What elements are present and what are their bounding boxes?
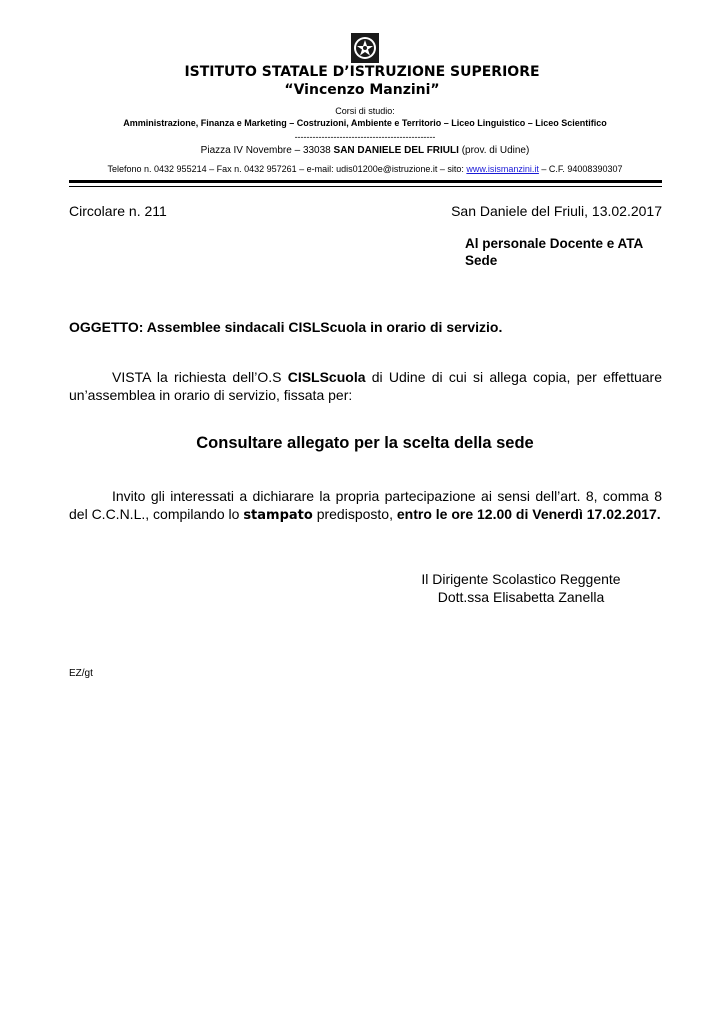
deadline: entro le ore 12.00 di Venerdì 17.02.2017.	[396, 506, 661, 522]
place-date: San Daniele del Friuli, 13.02.2017	[451, 203, 662, 219]
highlight-notice: Consultare allegato per la scelta della sede	[196, 434, 534, 452]
courses-list: Amministrazione, Finanza e Marketing – Costruzioni, Ambiente e Territorio – Liceo Linguistico – Liceo Scientifico	[123, 118, 607, 128]
recipients-line1: Al personale Docente e ATA	[465, 236, 644, 251]
form-word: stampato	[243, 508, 313, 523]
signature-name: Dott.ssa Elisabetta Zanella	[437, 589, 605, 605]
institute-title: ISTITUTO STATALE D’ISTRUZIONE SUPERIORE	[184, 64, 540, 80]
courses-label: Corsi di studio:	[335, 106, 395, 116]
signature-role: Il Dirigente Scolastico Reggente	[421, 571, 621, 587]
subject-line: OGGETTO: Assemblee sindacali CISLScuola in orario di servizio.	[69, 319, 503, 335]
header-divider-thin	[69, 186, 662, 187]
union-name: CISLScuola	[287, 369, 366, 385]
para2-text-a: Invito gli interessati a dichiarare la propria partecipazione ai sensi dell’art. 8, comma 8 del C.C.N.L., compilando lo	[69, 488, 662, 522]
recipients-line2: Sede	[465, 253, 498, 268]
para1-text-a: VISTA la richiesta dell’O.S	[112, 369, 288, 385]
contacts	[0, 164, 724, 174]
republic-emblem-icon	[350, 32, 380, 64]
header-divider-thick	[69, 180, 662, 183]
institute-name: “Vincenzo Manzini”	[284, 82, 440, 98]
para1-text-b: di Udine di cui si allega copia, per effettuare un’assemblea in orario di servizio, fissata per:	[69, 369, 662, 403]
contacts-prefix: Telefono n. 0432 955214 – Fax n. 0432 957261 – e-mail: udis01200e@istruzione.it – sito:	[107, 164, 467, 174]
paragraph-invitation	[69, 487, 662, 525]
address-city: SAN DANIELE DEL FRIULI	[333, 145, 459, 156]
separator: -----------------------------------------------	[294, 132, 436, 142]
signature-block	[400, 570, 642, 606]
address	[0, 145, 724, 156]
recipients	[465, 235, 643, 269]
contacts-suffix: – C.F. 94008390307	[538, 164, 623, 174]
circular-number: Circolare n. 211	[69, 203, 167, 219]
website-link[interactable]: www.isismanzini.it	[466, 164, 539, 174]
para2-text-b: predisposto,	[312, 506, 397, 522]
paragraph-request	[69, 368, 662, 404]
address-suffix: (prov. di Udine)	[458, 145, 530, 156]
initials: EZ/gt	[69, 668, 93, 679]
address-prefix: Piazza IV Novembre – 33038	[200, 145, 334, 156]
